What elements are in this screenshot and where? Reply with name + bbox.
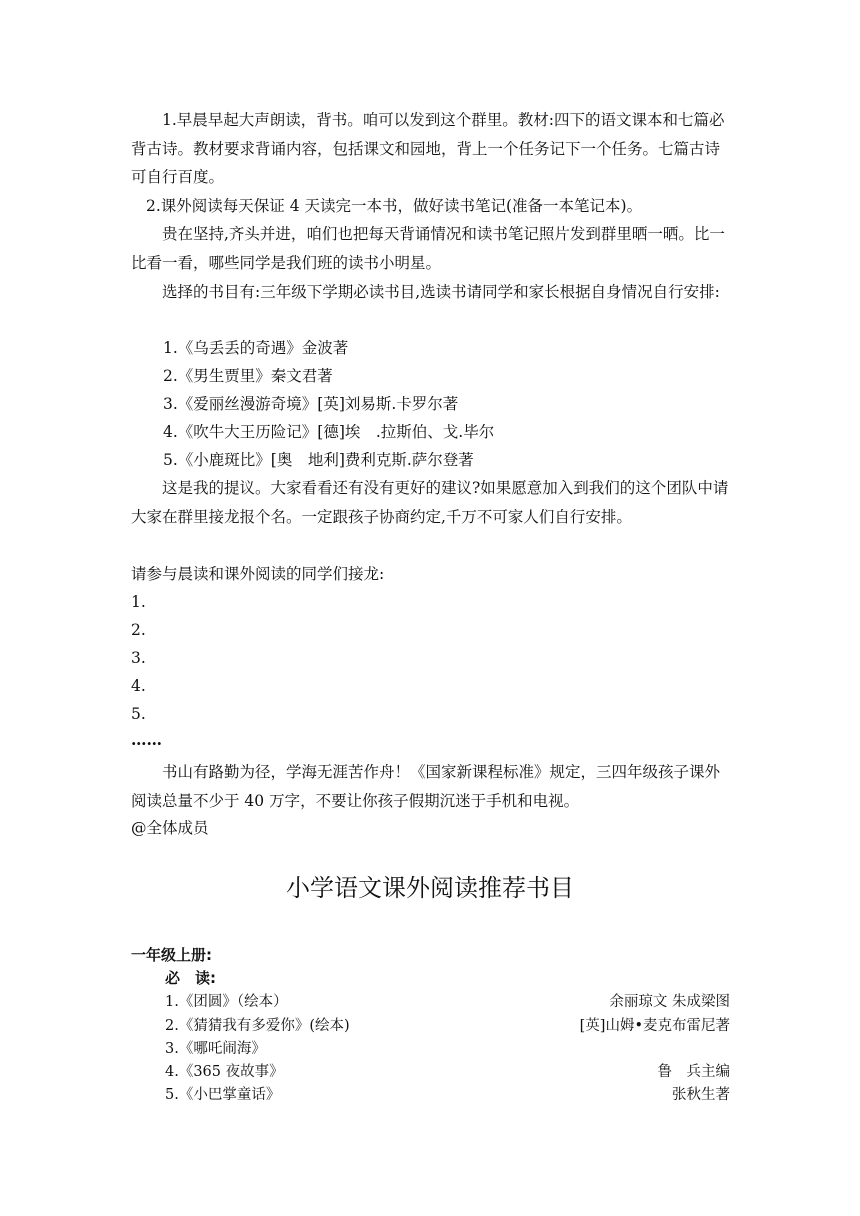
signup-slot: 2. <box>131 621 146 639</box>
persist-paragraph: 贵在坚持,齐头并进，咱们也把每天背诵情况和读书笔记照片发到群里晒一晒。比一比看一看，哪些同学是我们班的读书小明星。 <box>131 225 725 272</box>
recommend-title: 小学语文课外阅读推荐书目 <box>286 874 574 902</box>
book-list-item: 3.《爱丽丝漫游奇境》[英]刘易斯.卡罗尔著 <box>163 395 459 413</box>
signup-heading: 请参与晨读和课外阅读的同学们接龙: <box>131 565 385 583</box>
recommend-book-row <box>165 990 730 1014</box>
must-read-heading: 必 读: <box>165 969 216 987</box>
book-title: 4.《365 夜故事》 <box>165 1064 284 1080</box>
book-title: 5.《小巴掌童话》 <box>165 1087 281 1103</box>
signup-ellipsis: …… <box>131 730 162 749</box>
book-title: 3.《哪吒闹海》 <box>165 1041 266 1057</box>
motto-paragraph: 书山有路勤为径，学海无涯苦作舟！《国家新课程标准》规定，三四年级孩子课外阅读总量不少于 40 万字，不要让你孩子假期沉迷于手机和电视。 <box>131 763 721 810</box>
recommend-book-row <box>165 1014 730 1038</box>
recommend-book-row <box>165 1060 730 1084</box>
book-list-item: 1.《乌丢丢的奇遇》金波著 <box>163 339 349 357</box>
signup-slot: 1. <box>131 593 146 611</box>
mention-all-members: @全体成员 <box>131 819 209 837</box>
proposal-paragraph: 这是我的提议。大家看看还有没有更好的建议?如果愿意加入到我们的这个团队中请大家在群里接龙报个名。一定跟孩子协商约定,千万不可家人们自行安排。 <box>131 479 729 526</box>
selection-paragraph: 选择的书目有:三年级下学期必读书目,选读书请同学和家长根据自身情况自行安排: <box>162 283 720 301</box>
book-title: 2.《猜猜我有多爱你》(绘本) <box>165 1018 350 1034</box>
recommend-book-row <box>165 1037 730 1061</box>
signup-slot: 5. <box>131 705 146 723</box>
book-title: 1.《团圆》（绘本） <box>165 994 288 1010</box>
book-list-item: 4.《吹牛大王历险记》[德]埃 .拉斯伯、戈.毕尔 <box>163 423 495 441</box>
book-author: [英]山姆•麦克布雷尼著 <box>579 1018 730 1034</box>
book-author: 张秋生著 <box>672 1087 730 1103</box>
signup-slot: 3. <box>131 649 146 667</box>
intro-item-2: 2.课外阅读每天保证 4 天读完一本书，做好读书笔记(准备一本笔记本)。 <box>146 197 643 215</box>
recommend-book-row <box>165 1083 730 1107</box>
book-author: 余丽琼文 朱成梁图 <box>609 994 730 1010</box>
grade-heading: 一年级上册: <box>131 946 212 964</box>
signup-slot: 4. <box>131 677 146 695</box>
book-author: 鲁 兵主编 <box>657 1064 730 1080</box>
book-list-item: 5.《小鹿斑比》[奥 地利]费利克斯.萨尔登著 <box>163 451 474 469</box>
intro-item-1: 1.早晨早起大声朗读，背书。咱可以发到这个群里。教材:四下的语文课本和七篇必背古诗。教材要求背诵内容，包括课文和园地，背上一个任务记下一个任务。七篇古诗可自行百度。 <box>131 111 725 186</box>
book-list-item: 2.《男生贾里》秦文君著 <box>163 367 333 385</box>
